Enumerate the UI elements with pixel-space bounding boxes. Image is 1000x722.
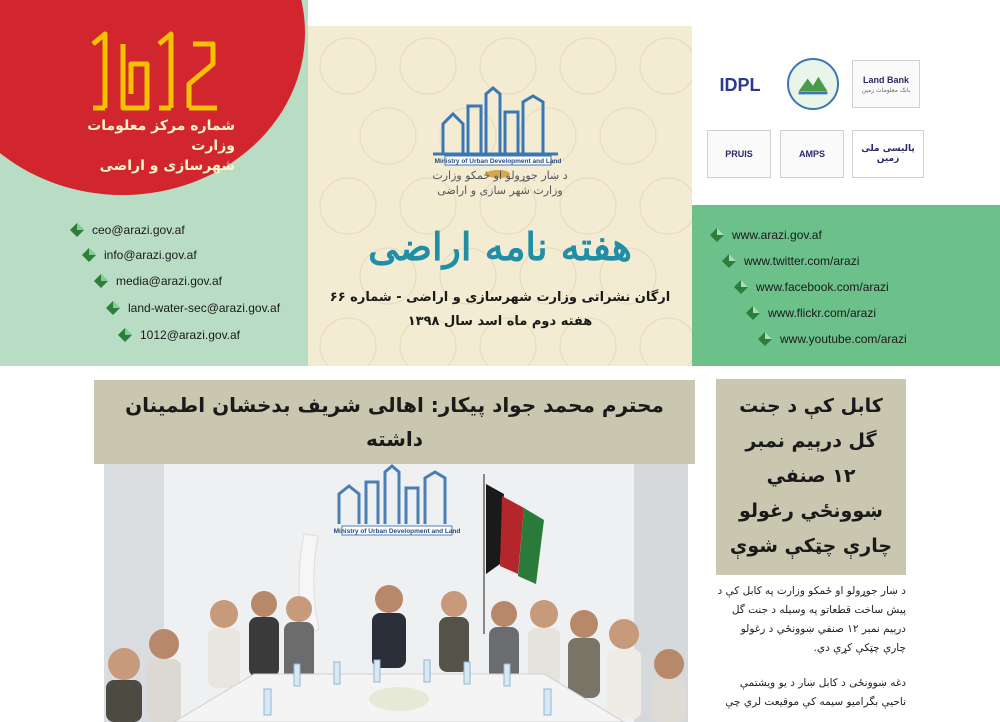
side-article-paragraph: دغه ښوونځی د کابل ښار د یو ویشتمې ناحیې بگرامیو سیمه کې موقیعت لري چې: [725, 677, 906, 708]
hotline-title-line1: شماره مرکز معلومات وزارت: [87, 118, 235, 154]
land-bank-logo-subtitle: بانک معلومات زمین: [861, 86, 911, 94]
email-text: media@arazi.gov.af: [116, 274, 223, 288]
ministry-logo-caption: Ministry of Urban Development and Land: [434, 158, 562, 165]
amps-logo-text: AMPS: [798, 149, 825, 159]
email-item[interactable]: [106, 298, 280, 318]
green-diamond-icon: [746, 306, 760, 320]
publication-date: هفته دوم ماه اسد سال ۱۳۹۸: [407, 314, 593, 329]
link-text: www.arazi.gov.af: [732, 228, 822, 242]
side-headline-line: ښوونځي رغولو: [739, 500, 883, 522]
partner-logos: [692, 0, 1000, 205]
link-item[interactable]: [746, 303, 876, 323]
green-diamond-icon: [106, 301, 120, 315]
side-headline-line: ۱۲ صنفي: [766, 465, 856, 487]
hotline-1012-logo: [85, 24, 225, 114]
publication-title: هفته نامه اراضی: [368, 224, 632, 269]
link-text: www.twitter.com/arazi: [744, 254, 860, 268]
side-article-headline[interactable]: [722, 389, 900, 564]
amps-logo: [780, 130, 844, 178]
side-article-paragraph: د ښار جوړولو او ځمکو وزارت په کابل کې د پیش ساخت قطعاتو په وسیله د جنت گل درېیم نمبر ۱۲ صنفي ښوونځي د رغولو چارې چټکې کړې دي.: [717, 585, 906, 654]
pruis-logo-text: PRUIS: [725, 149, 753, 159]
link-text: www.facebook.com/arazi: [756, 280, 889, 294]
green-diamond-icon: [710, 228, 724, 242]
hotline-title: [60, 116, 235, 176]
main-article-headline-line1: محترم محمد جواد پیکار: اهالی شریف بدخشان اطمینان داشته: [125, 393, 664, 451]
email-item[interactable]: [118, 325, 240, 345]
email-item[interactable]: [70, 220, 185, 240]
land-bank-logo: [852, 60, 920, 108]
wall-logo-caption: Ministry of Urban Development and Land: [333, 528, 461, 535]
social-links: [692, 205, 1000, 366]
pruis-logo: [707, 130, 771, 178]
idpl-logo-text: IDPL: [719, 74, 761, 95]
link-text: www.youtube.com/arazi: [780, 332, 907, 346]
link-item[interactable]: [734, 277, 889, 297]
link-text: www.flickr.com/arazi: [768, 306, 877, 320]
ministry-seal-icon: [787, 58, 839, 110]
email-text: ceo@arazi.gov.af: [92, 223, 185, 237]
svg-text:1012: 1012: [155, 79, 158, 80]
email-text: land-water-sec@arazi.gov.af: [128, 301, 281, 315]
link-item[interactable]: [722, 251, 859, 271]
publication-subtitle: ارگان نشراتی وزارت شهرسازی و اراضی - شماره ۶۶: [329, 290, 671, 305]
link-item[interactable]: [758, 329, 907, 349]
green-diamond-icon: [758, 332, 772, 346]
main-article-header: [94, 380, 695, 464]
email-text: 1012@arazi.gov.af: [140, 328, 241, 342]
green-diamond-icon: [118, 328, 132, 342]
email-item[interactable]: [82, 245, 197, 265]
meeting-photo-graphic: [104, 464, 688, 722]
side-headline-line: گل درېیم نمبر: [745, 430, 877, 452]
hotline-title-line2: شهرسازی و اراضی: [99, 158, 235, 174]
hotline-1012-logo-graphic: [85, 24, 225, 114]
link-item[interactable]: [710, 225, 822, 245]
ministry-name: [368, 168, 632, 198]
masthead: [308, 26, 692, 366]
side-headline-line: چارې چټکې شوې: [729, 535, 893, 557]
ministry-name-pashto: د ښار جوړولو او ځمکو وزارت: [432, 169, 568, 182]
side-article-header: [716, 379, 906, 575]
side-headline-line: کابل کې د جنت: [739, 395, 883, 417]
green-diamond-icon: [82, 248, 96, 262]
green-diamond-icon: [734, 280, 748, 294]
side-article-body: [716, 582, 906, 722]
seal-mountain-icon: [795, 66, 831, 102]
ministry-name-dari: وزارت شهر سازی و اراضی: [437, 184, 563, 197]
green-diamond-icon: [94, 274, 108, 288]
land-policy-logo-text: پالیسی ملی زمین: [861, 144, 915, 164]
meeting-photo: [104, 464, 688, 722]
land-policy-logo: [852, 130, 924, 178]
green-diamond-icon: [722, 254, 736, 268]
green-diamond-icon: [70, 223, 84, 237]
email-list: [0, 210, 308, 360]
land-bank-logo-text: Land Bank: [862, 74, 909, 85]
email-text: info@arazi.gov.af: [104, 248, 197, 262]
idpl-logo: [707, 60, 773, 110]
email-item[interactable]: [94, 271, 222, 291]
